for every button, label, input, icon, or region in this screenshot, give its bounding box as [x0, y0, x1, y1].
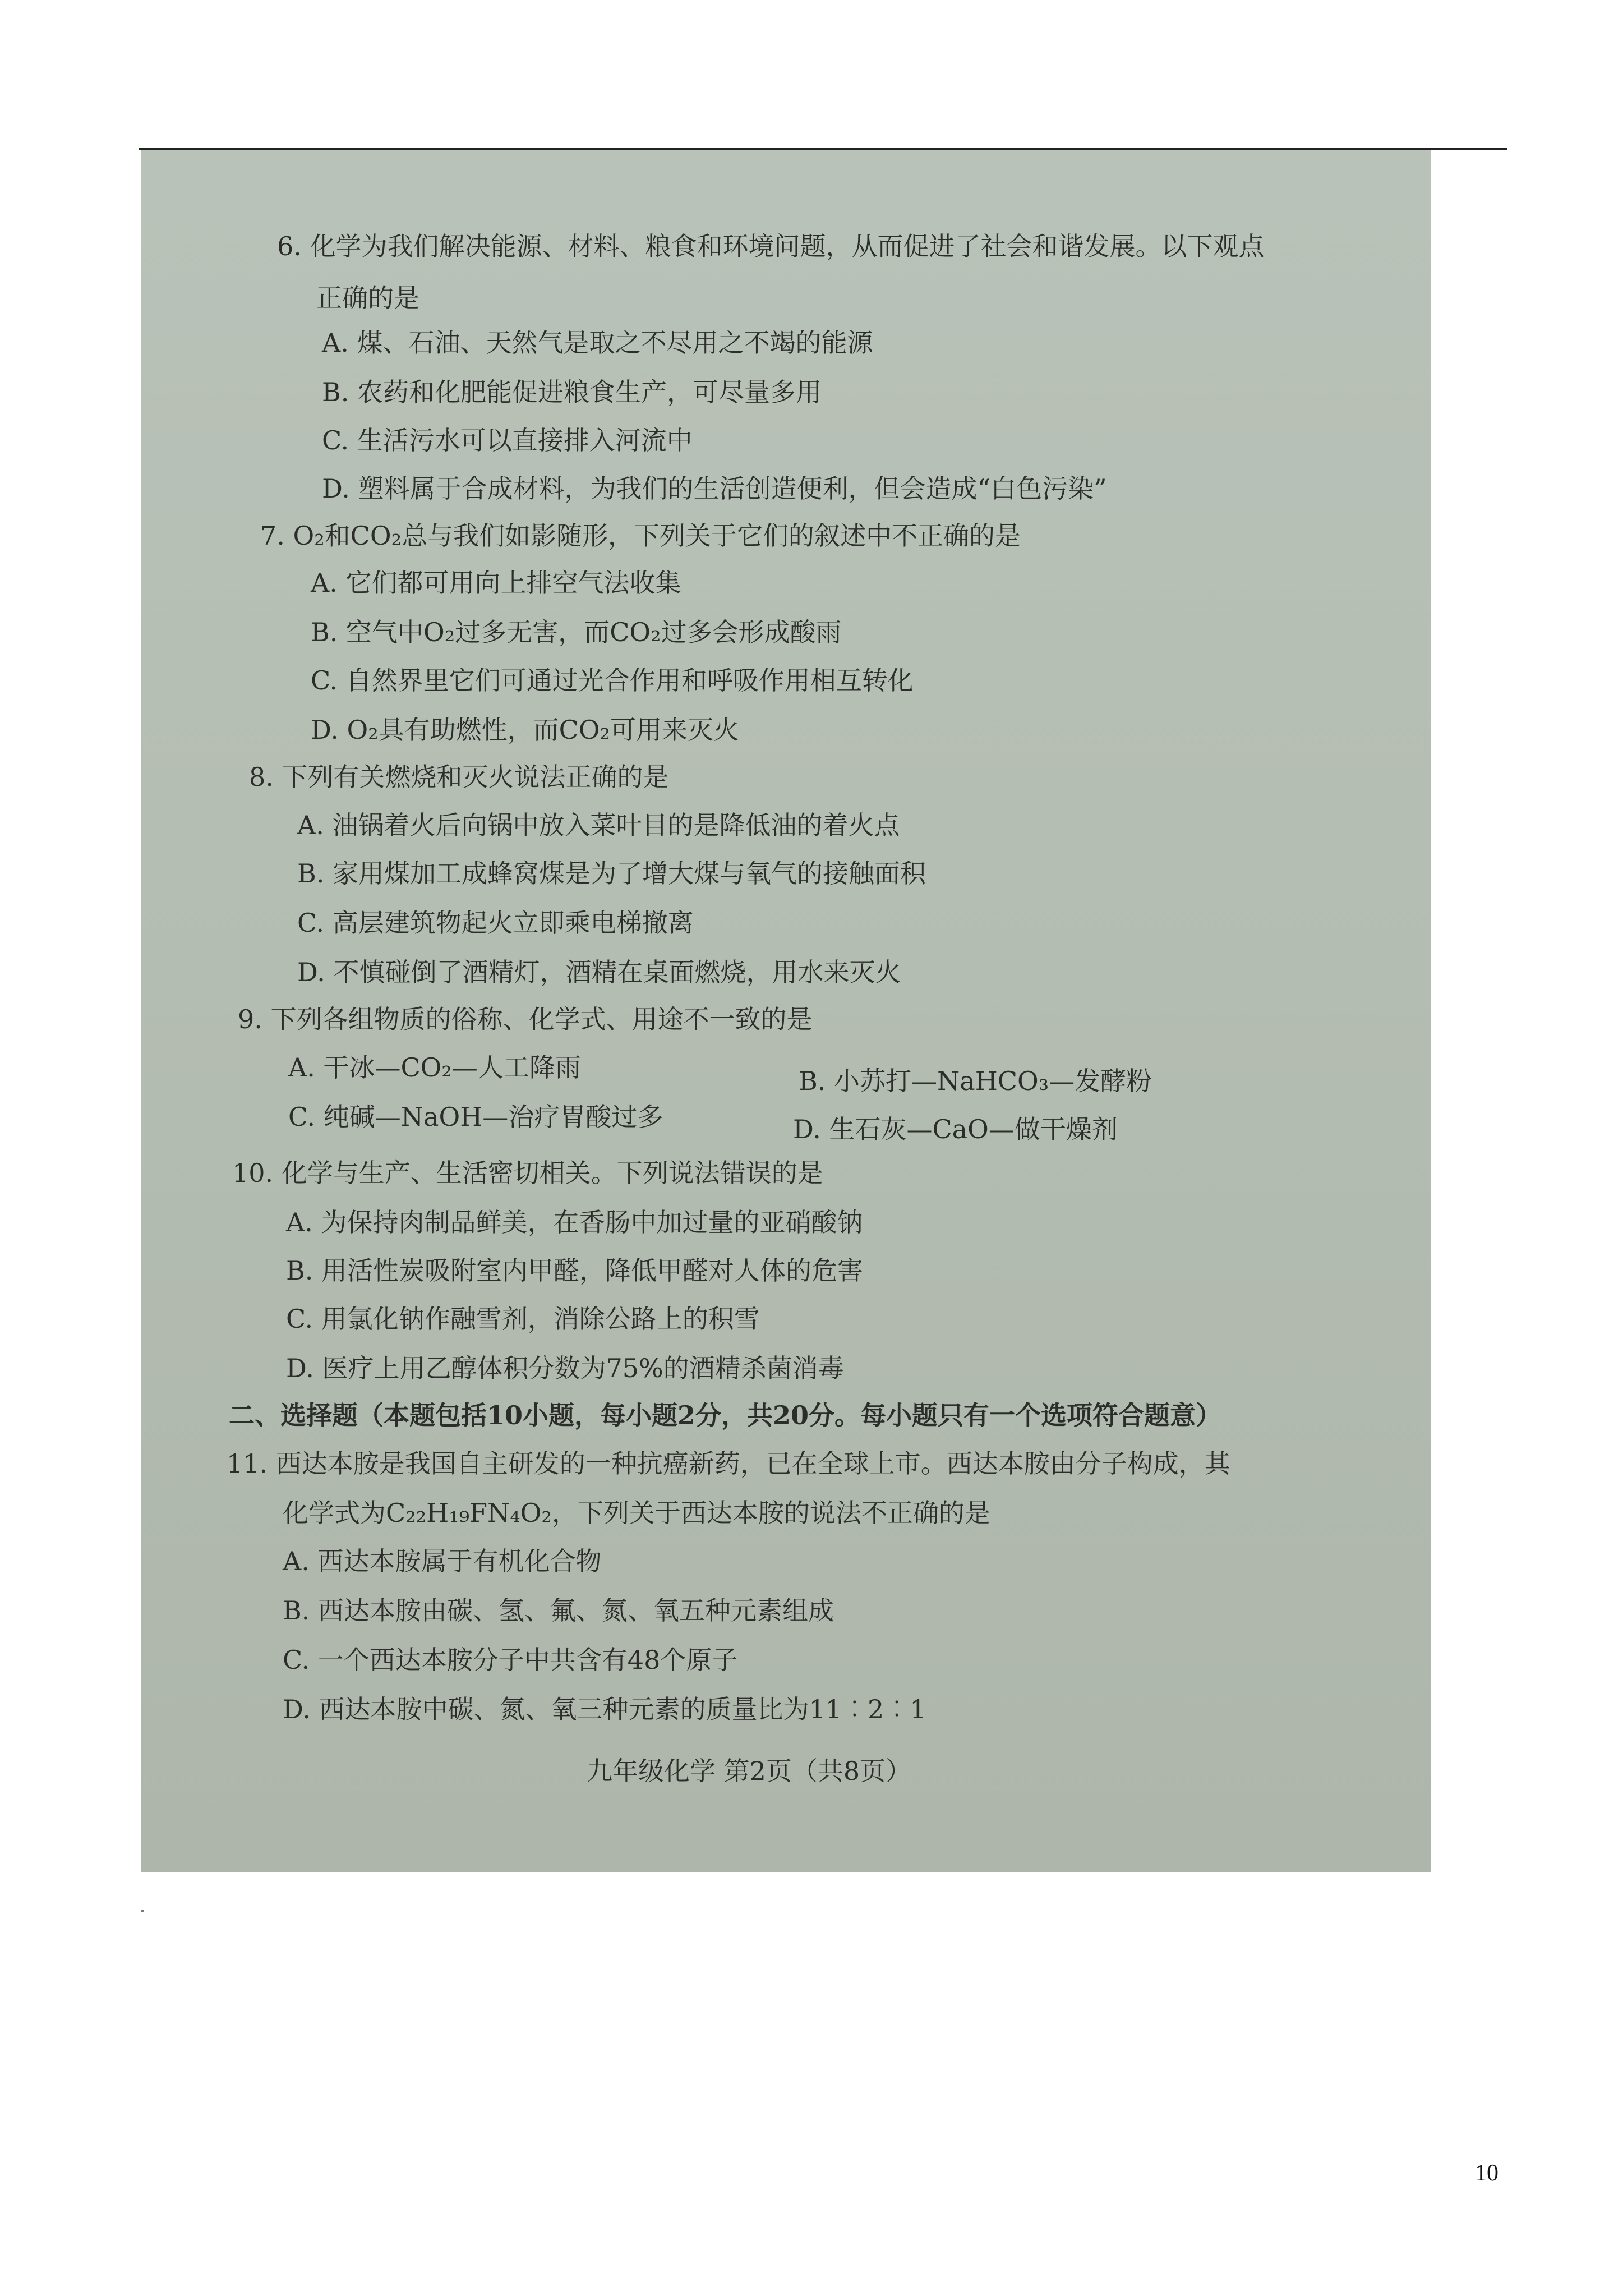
question-6-option-b: B. 农药和化肥能促进粮食生产，可尽量多用 — [322, 377, 822, 407]
exam-page-photo — [141, 150, 1431, 1872]
question-9-option-b: B. 小苏打—NaHCO₃—发酵粉 — [799, 1066, 1152, 1096]
question-7-stem: 7. O₂和CO₂总与我们如影随形，下列关于它们的叙述中不正确的是 — [260, 521, 1021, 551]
question-9-option-d: D. 生石灰—CaO—做干燥剂 — [793, 1114, 1118, 1144]
question-11-option-b: B. 西达本胺由碳、氢、氟、氮、氧五种元素组成 — [283, 1595, 834, 1626]
question-8-stem: 8. 下列有关燃烧和灭火说法正确的是 — [249, 762, 669, 792]
question-7-option-d: D. O₂具有助燃性，而CO₂可用来灭火 — [311, 715, 739, 745]
question-10-option-d: D. 医疗上用乙醇体积分数为75%的酒精杀菌消毒 — [286, 1353, 844, 1383]
question-7-option-b: B. 空气中O₂过多无害，而CO₂过多会形成酸雨 — [311, 617, 842, 647]
question-8-option-d: D. 不慎碰倒了酒精灯，酒精在桌面燃烧，用水来灭火 — [297, 957, 901, 987]
question-11-option-c: C. 一个西达本胺分子中共含有48个原子 — [283, 1645, 738, 1675]
question-7-option-a: A. 它们都可用向上排空气法收集 — [311, 568, 681, 598]
question-8-option-b: B. 家用煤加工成蜂窝煤是为了增大煤与氧气的接触面积 — [297, 858, 926, 889]
question-10-option-a: A. 为保持肉制品鲜美，在香肠中加过量的亚硝酸钠 — [286, 1207, 863, 1237]
question-6-option-d: D. 塑料属于合成材料，为我们的生活创造便利，但会造成“白色污染” — [322, 473, 1107, 504]
question-9-stem: 9. 下列各组物质的俗称、化学式、用途不一致的是 — [238, 1004, 813, 1034]
question-11-option-a: A. 西达本胺属于有机化合物 — [283, 1546, 602, 1576]
question-6-option-c: C. 生活污水可以直接排入河流中 — [322, 425, 693, 455]
question-8-option-a: A. 油锅着火后向锅中放入菜叶目的是降低油的着火点 — [297, 810, 900, 840]
question-6-stem-continued: 正确的是 — [316, 283, 419, 313]
question-10-option-c: C. 用氯化钠作融雪剂，消除公路上的积雪 — [286, 1304, 760, 1334]
page-number: 10 — [1475, 2160, 1498, 2186]
question-8-option-c: C. 高层建筑物起火立即乘电梯撤离 — [297, 908, 694, 938]
question-11-stem: 11. 西达本胺是我国自主研发的一种抗癌新药，已在全球上市。西达本胺由分子构成，其 — [227, 1448, 1230, 1479]
question-7-option-c: C. 自然界里它们可通过光合作用和呼吸作用相互转化 — [311, 665, 914, 696]
top-rule — [139, 148, 1507, 150]
question-9-option-a: A. 干冰—CO₂—人工降雨 — [288, 1052, 581, 1083]
question-6-option-a: A. 煤、石油、天然气是取之不尽用之不竭的能源 — [322, 328, 873, 358]
question-11-stem-continued: 化学式为C₂₂H₁₉FN₄O₂，下列关于西达本胺的说法不正确的是 — [283, 1498, 990, 1528]
question-10-option-b: B. 用活性炭吸附室内甲醛，降低甲醛对人体的危害 — [286, 1255, 864, 1286]
question-6-stem: 6. 化学为我们解决能源、材料、粮食和环境问题，从而促进了社会和谐发展。以下观点 — [277, 231, 1265, 261]
exam-page-footer: 九年级化学 第2页（共8页） — [587, 1756, 912, 1786]
question-10-stem: 10. 化学与生产、生活密切相关。下列说法错误的是 — [232, 1158, 823, 1188]
footer-dot — [141, 1910, 144, 1912]
section-two-heading: 二、选择题（本题包括10小题，每小题2分，共20分。每小题只有一个选项符合题意） — [229, 1400, 1222, 1430]
question-9-option-c: C. 纯碱—NaOH—治疗胃酸过多 — [288, 1102, 663, 1132]
question-11-option-d: D. 西达本胺中碳、氮、氧三种元素的质量比为11︰2︰1 — [283, 1694, 926, 1724]
